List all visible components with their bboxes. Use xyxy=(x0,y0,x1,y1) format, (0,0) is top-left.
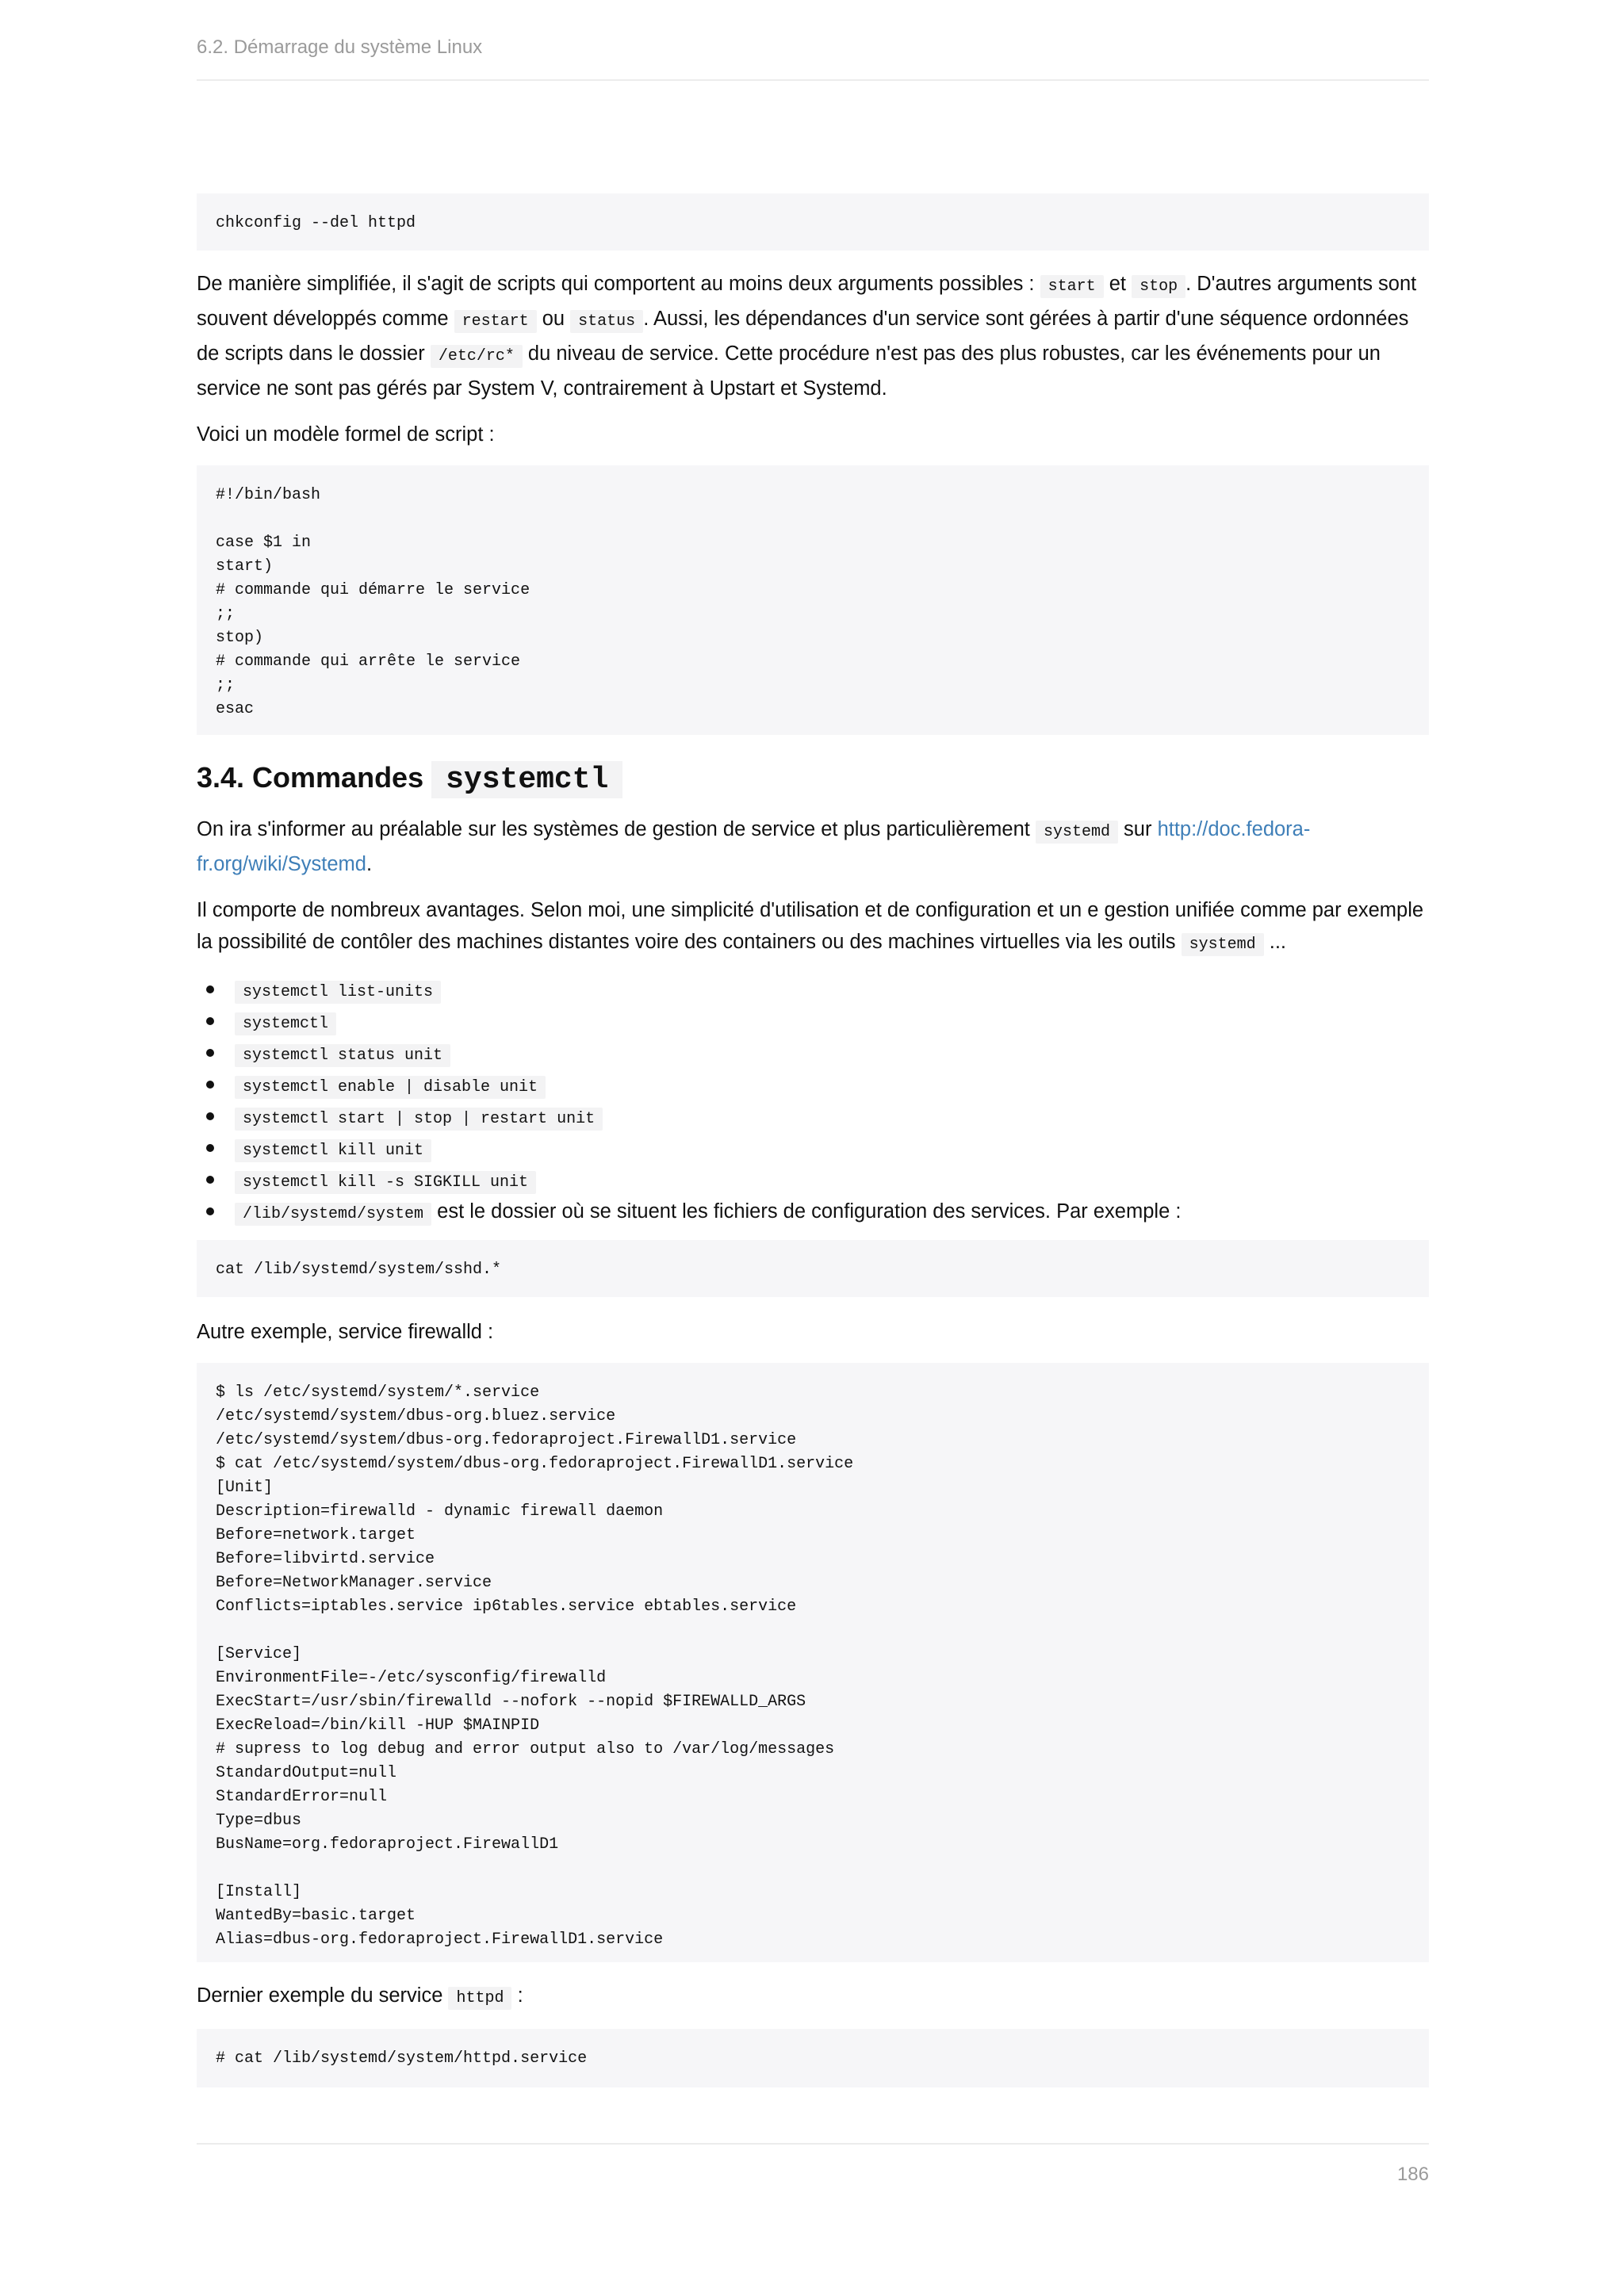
code-block-httpd: # cat /lib/systemd/system/httpd.service xyxy=(197,2029,1429,2087)
bullet-icon xyxy=(206,1207,214,1215)
list-item: /lib/systemd/system est le dossier où se situent les fichiers de configuration des services. Par exemple : xyxy=(197,1196,1429,1227)
paragraph-systemd-info: On ira s'informer au préalable sur les systèmes de gestion de service et plus particulièrement systemd sur http://doc.fedora-fr.org/wiki/Systemd. xyxy=(197,818,1311,875)
bullet-icon xyxy=(206,1049,214,1057)
list-item: systemctl list-units xyxy=(197,974,1429,1005)
code-block-firewalld: $ ls /etc/systemd/system/*.service /etc/systemd/system/dbus-org.bluez.service /etc/systemd/system/dbus-org.fedoraproject.FirewallD1.service $ cat /etc/systemd/system/dbus-org.fedoraproject.FirewallD1.service [Unit] Description=firewalld - dynamic firewall daemon Before=network.target Before=libvirtd.service Before=NetworkManager.service Conflicts=iptables.service ip6tables.service ebtables.service [Service] EnvironmentFile=-/etc/sysconfig/firewalld ExecStart=/usr/sbin/firewalld --nofork --nopid $FIREWALLD_ARGS ExecReload=/bin/kill -HUP $MAINPID # supress to log debug and error output also to /var/log/messages StandardOutput=null StandardError=null Type=dbus BusName=org.fedoraproject.FirewallD1 [Install] WantedBy=basic.target Alias=dbus-org.fedoraproject.FirewallD1.service xyxy=(197,1363,1429,1962)
inline-code: httpd xyxy=(448,1987,511,2010)
code-block-chkconfig: chkconfig --del httpd xyxy=(197,193,1429,251)
bullet-icon xyxy=(206,1081,214,1089)
bullet-icon xyxy=(206,1176,214,1184)
section-heading: 3.4. Commandes systemctl xyxy=(197,754,1429,804)
paragraph-httpd-intro: Dernier exemple du service httpd : xyxy=(197,1980,1429,2015)
list-item: systemctl status unit xyxy=(197,1037,1429,1069)
inline-code: systemd xyxy=(1036,821,1118,844)
list-item: systemctl enable | disable unit xyxy=(197,1069,1429,1100)
running-header xyxy=(197,36,1429,81)
paragraph-model-intro: Voici un modèle formel de script : xyxy=(197,423,495,446)
systemctl-command-list xyxy=(197,974,1429,1227)
page-number: 186 xyxy=(1396,2164,1429,2185)
list-item: systemctl kill -s SIGKILL unit xyxy=(197,1164,1429,1196)
inline-code: systemd xyxy=(1182,933,1264,956)
list-item: systemctl start | stop | restart unit xyxy=(197,1100,1429,1132)
inline-code: stop xyxy=(1132,275,1185,298)
list-item: systemctl kill unit xyxy=(197,1132,1429,1164)
code-block-script-model: #!/bin/bash case $1 in start) # commande qui démarre le service ;; stop) # commande qui arrête le service ;; esac xyxy=(197,465,1429,735)
code-block-sshd: cat /lib/systemd/system/sshd.* xyxy=(197,1240,1429,1297)
systemd-doc-link[interactable]: http://doc.fedora-fr.org/wiki/Systemd xyxy=(197,818,1311,875)
inline-code: start xyxy=(1040,275,1104,298)
paragraph-firewalld-intro: Autre exemple, service firewalld : xyxy=(197,1321,494,1343)
bullet-icon xyxy=(206,1144,214,1152)
list-item: systemctl xyxy=(197,1005,1429,1037)
running-footer xyxy=(197,2143,1429,2191)
chapter-title: 6.2. Démarrage du système Linux xyxy=(197,36,483,58)
bullet-icon xyxy=(206,1017,214,1025)
section-heading-code: systemctl xyxy=(431,761,622,798)
paragraph-advantages: Il comporte de nombreux avantages. Selon moi, une simplicité d'utilisation et de configuration et un e gestion unifiée comme par exemple la possibilité de contôler des machines distantes voire des containers ou des machines virtuelles via les outils systemd ... xyxy=(197,894,1429,961)
inline-code: /etc/rc* xyxy=(431,345,523,368)
page-content xyxy=(197,193,1429,2087)
bullet-icon xyxy=(206,985,214,993)
paragraph-scripts: De manière simplifiée, il s'agit de scripts qui comportent au moins deux arguments possibles : start et stop . D'autres arguments sont souvent développés comme restart ou status . Aussi, les dépendances d'un service sont gérées à partir d'une séquence ordonnées de scripts dans le dossier /etc/rc* du niveau de service. Cette procédure n'est pas des plus robustes, car les événements pour un service ne sont pas gérés par System V, contrairement à Upstart et Systemd. xyxy=(197,273,1417,400)
inline-code: restart xyxy=(454,310,537,333)
inline-code: status xyxy=(570,310,643,333)
bullet-icon xyxy=(206,1112,214,1120)
